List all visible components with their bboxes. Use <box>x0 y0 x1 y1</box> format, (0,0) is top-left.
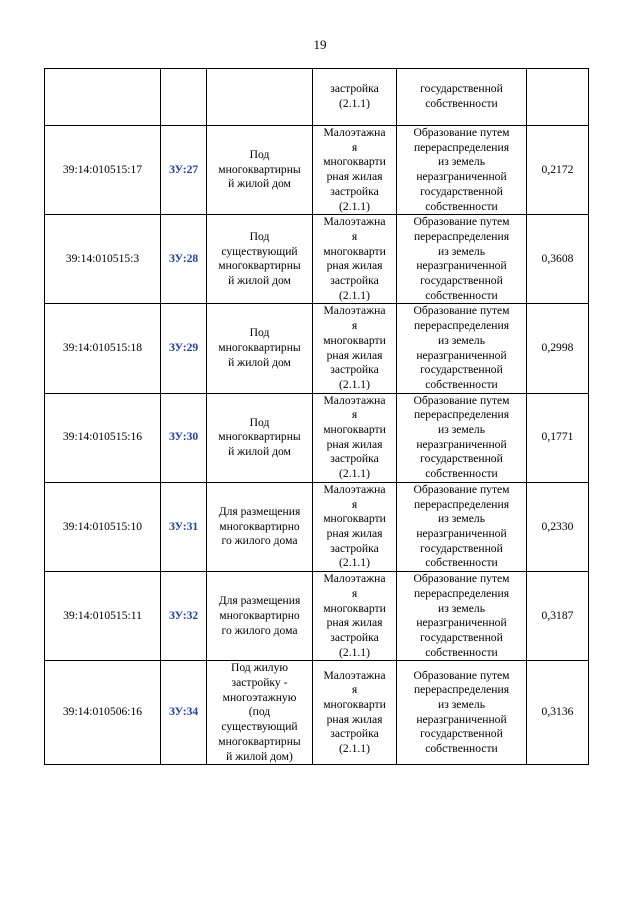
use-line: рная жилая <box>326 170 383 184</box>
use-line: (2.1.1) <box>339 97 370 110</box>
use-line: многокварти <box>323 423 386 437</box>
purpose-line: многоквартирны <box>218 734 301 748</box>
use-line: (2.1.1) <box>339 288 370 302</box>
method-line: собственности <box>425 97 498 110</box>
cadastral-number: 39:14:010515:3 <box>65 251 140 265</box>
plot-code: ЗУ:29 <box>168 341 199 355</box>
cadastral-cell <box>45 572 161 661</box>
purpose-line: многоквартирны <box>218 341 301 355</box>
area-value: 0,3608 <box>541 251 574 265</box>
method-line: из земель <box>438 698 485 712</box>
cadastral-number: 39:14:010515:17 <box>62 162 143 176</box>
use-line: (2.1.1) <box>339 467 370 481</box>
purpose-line: й жилой дом) <box>226 749 293 763</box>
page-number: 19 <box>313 37 327 52</box>
purpose-cell <box>207 126 313 215</box>
use-line: (2.1.1) <box>339 742 370 756</box>
method-line: государственной <box>420 727 503 741</box>
method-line: собственности <box>425 556 498 570</box>
area-value: 0,2330 <box>541 519 574 533</box>
use-line: застройка <box>330 184 379 198</box>
use-cell <box>313 572 397 661</box>
use-line: рная жилая <box>326 616 383 630</box>
purpose-line: многоквартирны <box>218 259 301 273</box>
method-line: государственной <box>420 541 503 555</box>
use-line: рная жилая <box>326 712 383 726</box>
use-line: я <box>351 683 358 697</box>
purpose-cell <box>207 572 313 661</box>
use-cell <box>313 126 397 215</box>
area-value: 0,3187 <box>541 608 574 622</box>
purpose-line: й жилой дом <box>228 177 291 191</box>
use-line: я <box>351 140 358 154</box>
method-line: неразграниченной <box>416 437 507 451</box>
purpose-line: Для размещения <box>218 504 301 518</box>
table-row <box>45 126 589 215</box>
method-line: государственной <box>420 630 503 644</box>
method-line: неразграниченной <box>416 526 507 540</box>
method-line: Образование путем <box>413 668 510 682</box>
purpose-line: Под <box>249 148 270 162</box>
area-value: 0,1771 <box>541 430 574 444</box>
use-line: застройка <box>330 727 379 741</box>
area-cell <box>527 126 589 215</box>
cadastral-cell <box>45 215 161 304</box>
area-cell <box>527 572 589 661</box>
table-body <box>45 69 589 765</box>
purpose-line: многоэтажную <box>222 690 297 704</box>
land-plots-table <box>44 68 589 765</box>
cadastral-number: 39:14:010506:16 <box>62 705 143 719</box>
area-cell <box>527 661 589 765</box>
plot-code: ЗУ:31 <box>168 519 199 533</box>
area-value: 0,2172 <box>541 162 574 176</box>
cadastral-cell <box>45 304 161 393</box>
method-line: собственности <box>425 199 498 213</box>
plot-code: ЗУ:27 <box>168 162 199 176</box>
method-line: неразграниченной <box>416 259 507 273</box>
area-value: 0,3136 <box>541 705 574 719</box>
use-cell <box>313 215 397 304</box>
purpose-line: существующий <box>221 244 298 258</box>
use-line: (2.1.1) <box>339 645 370 659</box>
cadastral-number: 39:14:010515:18 <box>62 341 143 355</box>
method-line: из земель <box>438 601 485 615</box>
area-cell <box>527 482 589 571</box>
method-line: неразграниченной <box>416 712 507 726</box>
use-line: многокварти <box>323 244 386 258</box>
purpose-line: многоквартирны <box>218 430 301 444</box>
purpose-line: застройку - <box>231 676 288 690</box>
method-cell <box>397 572 527 661</box>
method-line: государственной <box>420 363 503 377</box>
method-cell <box>397 126 527 215</box>
use-cell <box>313 304 397 393</box>
purpose-line: Под <box>249 326 270 340</box>
purpose-line: й жилой дом <box>228 274 291 288</box>
table-row <box>45 482 589 571</box>
cadastral-number: 39:14:010515:16 <box>62 430 143 444</box>
area-cell <box>527 215 589 304</box>
method-line: из земель <box>438 244 485 258</box>
plot-code: ЗУ:30 <box>168 430 199 444</box>
method-line: перераспределения <box>413 140 510 154</box>
use-line: Малоэтажна <box>323 215 386 229</box>
purpose-line: Под жилую <box>230 661 289 675</box>
use-line: рная жилая <box>326 526 383 540</box>
purpose-cell <box>207 393 313 482</box>
cadastral-number: 39:14:010515:11 <box>63 608 142 622</box>
use-line: Малоэтажна <box>323 668 386 682</box>
cadastral-number: 39:14:010515:10 <box>62 519 143 533</box>
code-cell <box>161 572 207 661</box>
use-line: многокварти <box>323 698 386 712</box>
code-cell <box>161 215 207 304</box>
purpose-line: Под <box>249 229 270 243</box>
method-line: Образование путем <box>413 393 510 407</box>
code-cell <box>161 661 207 765</box>
method-line: перераспределения <box>413 586 510 600</box>
purpose-line: многоквартирно <box>219 608 300 622</box>
purpose-line: существующий <box>221 720 298 734</box>
table-row <box>45 215 589 304</box>
purpose-cell <box>207 304 313 393</box>
method-cell <box>397 304 527 393</box>
use-line: (2.1.1) <box>339 556 370 570</box>
use-line: (2.1.1) <box>339 377 370 391</box>
use-line: (2.1.1) <box>339 199 370 213</box>
method-line: государственной <box>420 82 503 96</box>
table-row <box>45 304 589 393</box>
purpose-cell <box>207 69 313 126</box>
table-row-continued <box>45 69 589 126</box>
purpose-line: многоквартирно <box>219 519 300 533</box>
code-cell <box>161 69 207 126</box>
cadastral-cell <box>45 393 161 482</box>
method-cell <box>397 661 527 765</box>
purpose-line: Под <box>249 415 270 429</box>
use-line: многокварти <box>323 512 386 526</box>
cadastral-cell <box>45 482 161 571</box>
method-line: перераспределения <box>413 408 510 422</box>
method-line: из земель <box>438 423 485 437</box>
use-line: застройка <box>330 630 379 644</box>
use-line: многокварти <box>323 155 386 169</box>
purpose-line: го жилого дома <box>221 623 298 637</box>
use-line: Малоэтажна <box>323 126 386 139</box>
purpose-line: й жилой дом <box>228 355 291 369</box>
method-line: собственности <box>425 288 498 302</box>
use-line: я <box>351 229 358 243</box>
purpose-cell <box>207 661 313 765</box>
code-cell <box>161 393 207 482</box>
method-line: государственной <box>420 184 503 198</box>
method-cell <box>397 393 527 482</box>
use-line: рная жилая <box>326 259 383 273</box>
purpose-line: Для размещения <box>218 594 301 608</box>
use-line: Малоэтажна <box>323 572 386 586</box>
use-line: я <box>351 586 358 600</box>
use-line: застройка <box>330 452 379 466</box>
purpose-line: й жилой дом <box>228 445 291 459</box>
method-line: Образование путем <box>413 126 510 139</box>
purpose-cell <box>207 215 313 304</box>
cadastral-cell <box>45 126 161 215</box>
cadastral-cell <box>45 661 161 765</box>
method-line: собственности <box>425 377 498 391</box>
use-line: застройка <box>330 363 379 377</box>
method-line: Образование путем <box>413 572 510 586</box>
use-line: я <box>351 497 358 511</box>
table-row <box>45 393 589 482</box>
method-line: из земель <box>438 155 485 169</box>
use-line: застройка <box>330 541 379 555</box>
method-line: собственности <box>425 742 498 756</box>
code-cell <box>161 126 207 215</box>
plot-code: ЗУ:28 <box>168 251 199 265</box>
purpose-line: го жилого дома <box>221 534 298 548</box>
method-line: неразграниченной <box>416 170 507 184</box>
method-line: из земель <box>438 333 485 347</box>
use-cell <box>313 393 397 482</box>
use-line: многокварти <box>323 601 386 615</box>
use-line: многокварти <box>323 333 386 347</box>
area-value: 0,2998 <box>541 341 574 355</box>
use-line: рная жилая <box>326 348 383 362</box>
method-line: собственности <box>425 645 498 659</box>
method-cell <box>397 482 527 571</box>
use-cell <box>313 661 397 765</box>
cadastral-cell <box>45 69 161 126</box>
method-line: государственной <box>420 274 503 288</box>
method-line: перераспределения <box>413 497 510 511</box>
use-cell <box>313 482 397 571</box>
use-line: я <box>351 408 358 422</box>
table-row <box>45 572 589 661</box>
method-line: неразграниченной <box>416 616 507 630</box>
use-line: я <box>351 319 358 333</box>
area-cell <box>527 393 589 482</box>
method-line: перераспределения <box>413 319 510 333</box>
use-line: застройка <box>330 274 379 288</box>
use-cell <box>313 69 397 126</box>
table-row <box>45 661 589 765</box>
method-line: государственной <box>420 452 503 466</box>
method-line: неразграниченной <box>416 348 507 362</box>
use-line: застройка <box>330 82 379 96</box>
purpose-line: многоквартирны <box>218 162 301 176</box>
code-cell <box>161 482 207 571</box>
plot-code: ЗУ:32 <box>168 608 199 622</box>
use-line: Малоэтажна <box>323 393 386 407</box>
method-line: Образование путем <box>413 304 510 318</box>
method-line: перераспределения <box>413 229 510 243</box>
use-line: Малоэтажна <box>323 304 386 318</box>
use-line: рная жилая <box>326 437 383 451</box>
code-cell <box>161 304 207 393</box>
method-cell <box>397 69 527 126</box>
method-line: собственности <box>425 467 498 481</box>
purpose-cell <box>207 482 313 571</box>
use-line: Малоэтажна <box>323 482 386 496</box>
method-cell <box>397 215 527 304</box>
area-cell <box>527 304 589 393</box>
method-line: перераспределения <box>413 683 510 697</box>
purpose-line: (под <box>248 705 271 719</box>
method-line: из земель <box>438 512 485 526</box>
method-line: Образование путем <box>413 215 510 229</box>
plot-code: ЗУ:34 <box>168 705 199 719</box>
method-line: Образование путем <box>413 482 510 496</box>
area-cell <box>527 69 589 126</box>
